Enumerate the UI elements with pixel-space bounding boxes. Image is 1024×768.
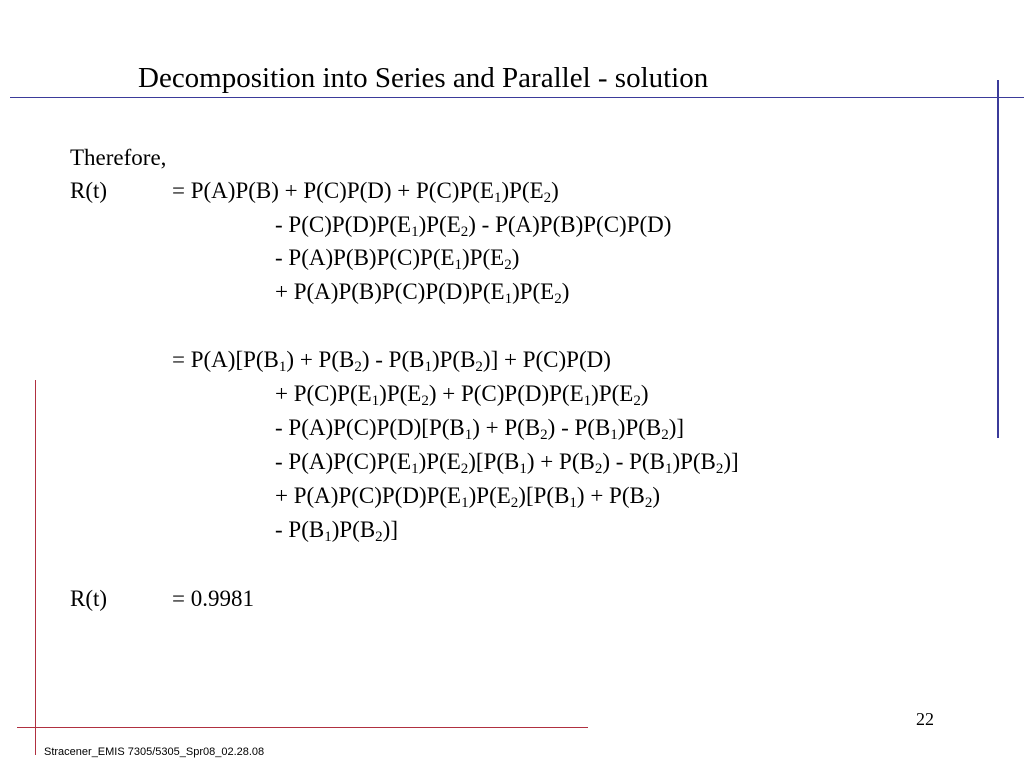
subscript: 2 [460,224,469,240]
right-rule [997,80,999,438]
subscript: 2 [644,495,653,511]
bottom-rule [17,727,588,728]
subscript: 1 [324,529,332,545]
equation-line: - $P(A)P(B)P(C)P(E_1)P(E_2)$ [275,245,520,273]
subscript: 2 [510,495,519,511]
subscript: 1 [464,427,473,443]
subscript: 1 [610,427,618,443]
equation-label: R(t) [70,178,108,203]
equation-line: - $P(A)P(C)P(E_1)P(E_2)[P(B_1) + P(B_2) - P(B_1)P(B_2)]$ [275,449,739,477]
footer-text: Stracener_EMIS 7305/5305_Spr08_02.28.08 [44,746,265,758]
subscript: 2 [421,393,429,409]
subscript: 1 [519,461,527,477]
subscript: 1 [504,291,513,307]
subscript: 2 [460,461,469,477]
slide-title: Decomposition into Series and Parallel - solution [138,62,709,94]
equation-line: + $P(A)P(C)P(D)P(E_1)P(E_2)[P(B_1) + P(B_2)$ [275,483,661,511]
left-rule [35,380,36,755]
page-number: 22 [916,709,934,729]
subscript: 1 [424,359,432,375]
subscript: 2 [715,461,724,477]
equation-line: - $P(B_1)P(B_2)$] [275,517,398,545]
subscript: 2 [661,427,669,443]
equation-label: R(t) [70,586,108,611]
subscript: 1 [493,190,502,206]
subscript: 1 [583,393,592,409]
top-rule [10,97,1024,98]
subscript: 1 [278,359,287,375]
subscript: 2 [554,291,562,307]
subscript: 1 [371,393,380,409]
equation-line: - $P(C)P(D)P(E_1)P(E_2) - P(A)P(B)P(C)P(D)$ [275,212,672,240]
subscript: 1 [664,461,673,477]
subscript: 2 [594,461,603,477]
subscript: 2 [543,190,552,206]
subscript: 2 [475,359,483,375]
subscript: 1 [411,461,419,477]
subscript: 1 [454,257,463,273]
equation-label: Therefore, [70,145,167,170]
subscript: 2 [375,529,383,545]
equation-line: + $P(C)P(E_1)P(E_2) + P(C)P(D)P(E_1)P(E_2)$ [275,381,649,409]
subscript: 2 [504,257,512,273]
subscript: 2 [540,427,548,443]
subscript: 1 [569,495,577,511]
equation-line: + $P(A)P(B)P(C)P(D)P(E_1)P(E_2)$ [275,279,570,307]
subscript: 2 [354,359,362,375]
equation-line: - $P(A)P(C)P(D)[P(B_1) + P(B_2) - P(B_1)P(B_2)]$ [275,415,685,443]
equation-line: = $P(A)[P(B_1) + P(B_2) - P(B_1)P(B_2)] + P(C)P(D)$ [172,347,611,375]
subscript: 2 [633,393,641,409]
subscript: 1 [411,224,419,240]
subscript: 1 [461,495,469,511]
equation-line: = 0.9981 [172,586,254,611]
equation-line: = $P(A)P(B) + P(C)P(D) + P(C)P(E_1)P(E_2)$ [172,178,559,206]
